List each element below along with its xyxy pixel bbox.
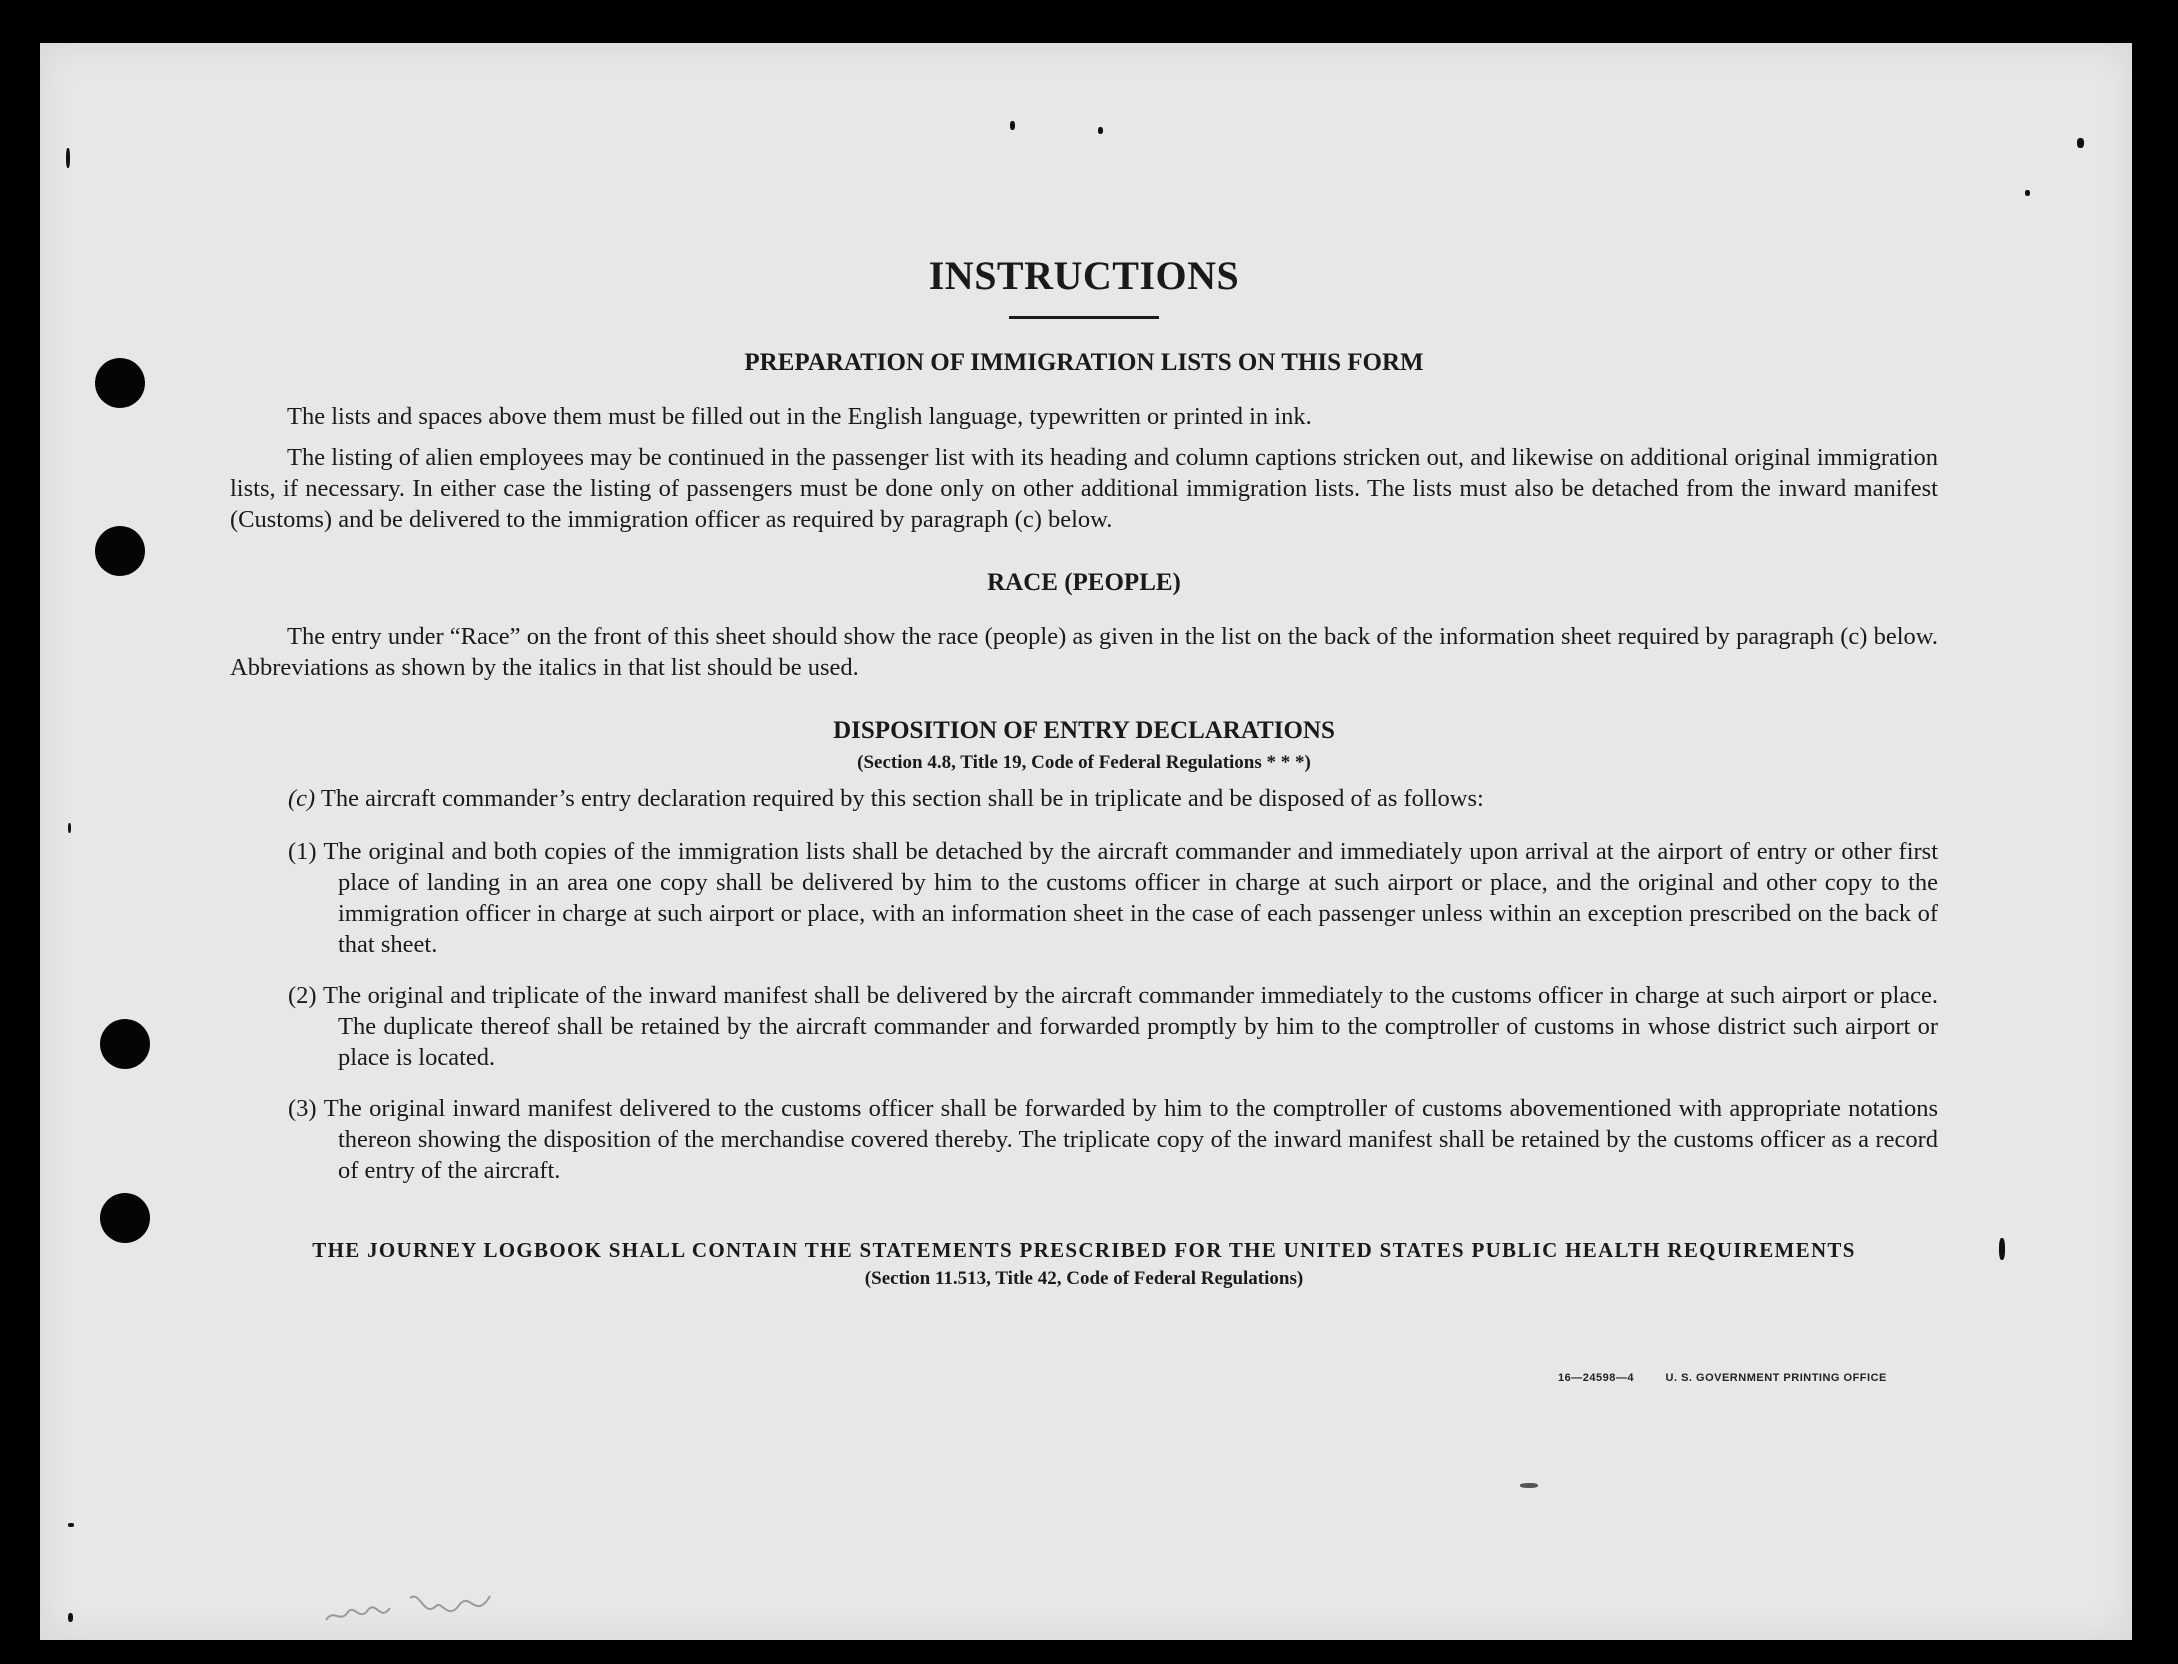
preparation-paragraph-2: The listing of alien employees may be continued in the passenger list with its heading and column captions stricken out, and likewise on additional original immigration lists, if necessary. In either case the listing of passengers must be done only on other additional immigration lists. The lists must also be detached from the inward manifest (Customs) and be delivered to the immigration officer as required by paragraph (c) below. xyxy=(230,444,1938,533)
item-text: The original and both copies of the immigration lists shall be detached by the aircraft commander and immediately upon arrival at the airport of entry or other first place of landing in an area one copy shall be delivered by him to the customs officer in charge at such airport or place, and the original and other copy to the immigration officer in charge at such airport or place, with an information sheet in the case of each passenger unless within an exception prescribed on the back of that sheet. xyxy=(323,838,1939,958)
pencil-annotation xyxy=(320,1578,520,1638)
punch-hole xyxy=(100,1019,150,1069)
item-label: (2) xyxy=(288,982,317,1009)
bleed-through-mark xyxy=(660,83,1560,123)
race-paragraph: The entry under “Race” on the front of this sheet should show the race (people) as given in the list on the back of the information sheet required by paragraph (c) below. Abbreviations as shown by the italics in that list should be used. xyxy=(230,623,1938,681)
title-underline xyxy=(1009,316,1159,319)
preparation-paragraph-1: The lists and spaces above them must be filled out in the English language, typewritten or printed in ink. xyxy=(287,403,1312,430)
punch-hole xyxy=(100,1193,150,1243)
scan-speck xyxy=(1520,1483,1538,1488)
item-text: The original and triplicate of the inward manifest shall be delivered by the aircraft commander immediately to the customs officer in charge at such airport or place. The duplicate thereof shall be retained by the aircraft commander and forwarded promptly by him to the comptroller of customs in whose district such airport or place is located. xyxy=(323,982,1939,1071)
scan-speck xyxy=(68,1523,74,1527)
health-requirements-citation: (Section 11.513, Title 42, Code of Federal Regulations) xyxy=(864,1268,1304,1289)
instructions-body xyxy=(230,250,1938,1292)
disposition-item-3 xyxy=(288,1093,1938,1186)
clause-text: The aircraft commander’s entry declaration required by this section shall be in triplicate and be disposed of as follows: xyxy=(320,785,1484,812)
disposition-item-2 xyxy=(288,980,1938,1073)
scan-speck xyxy=(66,148,70,168)
disposition-citation: (Section 4.8, Title 19, Code of Federal Regulations * * *) xyxy=(857,752,1311,773)
scan-speck xyxy=(1098,127,1103,134)
punch-hole xyxy=(95,526,145,576)
form-number: 16—24598—4 xyxy=(1558,1372,1634,1384)
punch-hole xyxy=(95,358,145,408)
scan-speck xyxy=(2077,138,2084,148)
item-text: The original inward manifest delivered to the customs officer shall be forwarded by him to the comptroller of customs abovementioned with appropriate notations thereon showing the disposition of the merchandise covered thereby. The triplicate copy of the inward manifest shall be retained by the customs officer as a record of entry of the aircraft. xyxy=(323,1095,1938,1184)
page-title: INSTRUCTIONS xyxy=(928,253,1240,298)
scan-speck xyxy=(1010,121,1015,130)
clause-label: (c) xyxy=(288,785,316,812)
section-heading-preparation: PREPARATION OF IMMIGRATION LISTS ON THIS FORM xyxy=(744,349,1424,376)
section-heading-disposition: DISPOSITION OF ENTRY DECLARATIONS xyxy=(833,717,1335,744)
disposition-clause xyxy=(288,783,1938,814)
scan-speck xyxy=(2025,190,2030,196)
section-heading-race: RACE (PEOPLE) xyxy=(987,569,1181,596)
printer-imprint xyxy=(1558,1372,1915,1384)
printing-office: U. S. GOVERNMENT PRINTING OFFICE xyxy=(1665,1372,1887,1384)
item-label: (3) xyxy=(288,1095,317,1122)
scan-speck xyxy=(1999,1238,2005,1260)
disposition-item-1 xyxy=(288,836,1938,960)
scan-speck xyxy=(68,1613,73,1622)
health-requirements-statement: THE JOURNEY LOGBOOK SHALL CONTAIN THE STATEMENTS PRESCRIBED FOR THE UNITED STATES PUBLIC HEALTH REQUIREMENTS xyxy=(312,1238,1856,1262)
item-label: (1) xyxy=(288,838,317,865)
scan-speck xyxy=(68,823,71,833)
